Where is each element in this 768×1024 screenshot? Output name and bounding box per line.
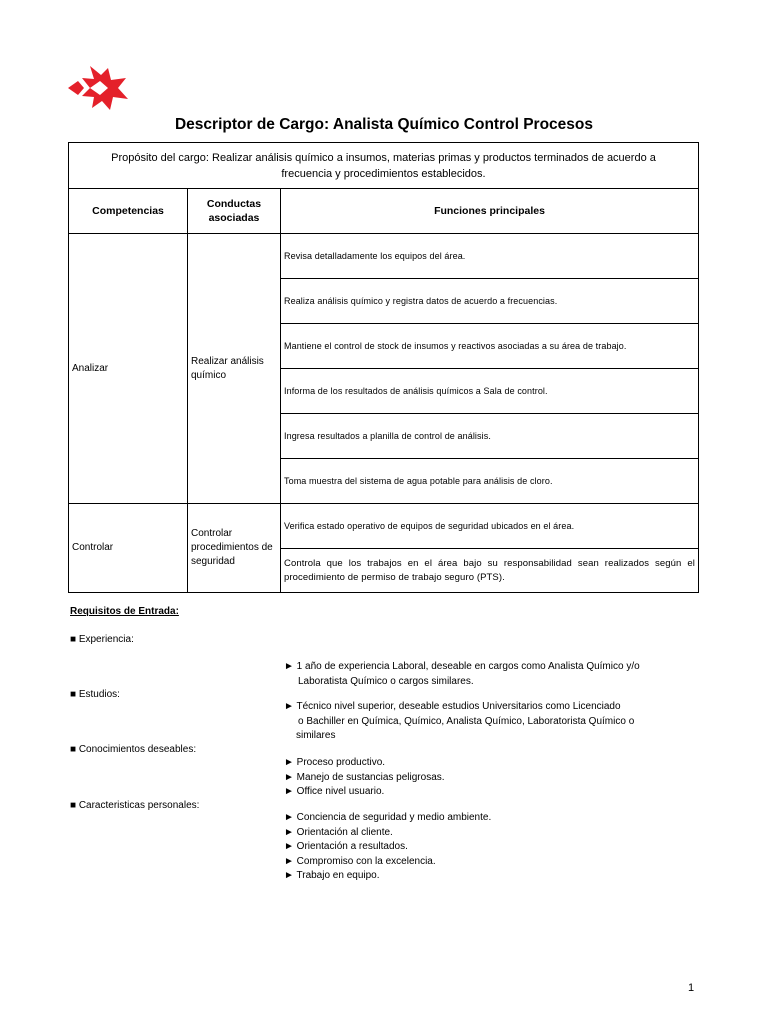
funcion-row: Ingresa resultados a planilla de control de análisis. [281, 414, 699, 459]
list-item: Laboratista Químico o cargos similares. [298, 675, 474, 687]
estudios-label: ■ Estudios: [70, 689, 120, 700]
competencia-controlar: Controlar [69, 504, 188, 593]
experiencia-list [284, 660, 640, 689]
list-item: ► Manejo de sustancias peligrosas. [284, 771, 445, 783]
list-item: ► Trabajo en equipo. [284, 870, 380, 881]
list-item: ► Conciencia de seguridad y medio ambiente. [284, 812, 492, 823]
funcion-row: Revisa detalladamente los equipos del área. [281, 234, 699, 279]
conocimientos-label: ■ Conocimientos deseables: [70, 744, 197, 755]
list-item: ► Office nivel usuario. [284, 786, 385, 797]
funcion-row: Toma muestra del sistema de agua potable para análisis de cloro. [281, 459, 699, 504]
caracteristicas-label: ■ Caracteristicas personales: [70, 800, 200, 811]
job-descriptor-table [68, 142, 699, 593]
estudios-list [284, 700, 634, 744]
list-item: ► Compromiso con la excelencia. [284, 855, 436, 867]
list-item: ► Técnico nivel superior, deseable estudios Universitarios como Licenciado [284, 701, 621, 712]
list-item: ► Orientación a resultados. [284, 841, 408, 852]
document-title: Descriptor de Cargo: Analista Químico Control Procesos [174, 116, 593, 133]
funcion-row: Verifica estado operativo de equipos de seguridad ubicados en el área. [281, 504, 699, 549]
list-item: ► 1 año de experiencia Laboral, deseable en cargos como Analista Químico y/o [284, 661, 640, 672]
list-item: o Bachiller en Química, Químico, Analista Químico, Laboratorista Químico o [298, 715, 635, 727]
header-competencias: Competencias [69, 189, 188, 234]
funcion-row: Realiza análisis químico y registra datos de acuerdo a frecuencias. [281, 279, 699, 324]
conducta-controlar-seguridad: Controlar procedimientos de seguridad [188, 504, 281, 593]
page-number: 1 [688, 982, 695, 994]
list-item: ► Orientación al cliente. [284, 826, 393, 838]
company-logo-icon [68, 66, 132, 110]
requisitos-title: Requisitos de Entrada: [70, 606, 179, 617]
conocimientos-list [284, 756, 445, 800]
funcion-row: Mantiene el control de stock de insumos y reactivos asociadas a su área de trabajo. [281, 324, 699, 369]
list-item: similares [296, 730, 336, 741]
list-item: ► Proceso productivo. [284, 757, 386, 768]
caracteristicas-list [284, 811, 491, 884]
header-funciones: Funciones principales [281, 189, 699, 234]
conducta-realizar-analisis: Realizar análisis químico [188, 234, 281, 504]
experiencia-label: ■ Experiencia: [70, 634, 134, 645]
funcion-row: Controla que los trabajos en el área bajo su responsabilidad sean realizados según el procedimiento de permiso de trabajo seguro (PTS). [281, 549, 699, 593]
funcion-row: Informa de los resultados de análisis químicos a Sala de control. [281, 369, 699, 414]
purpose-cell: Propósito del cargo: Realizar análisis químico a insumos, materias primas y productos terminados de acuerdo a frecuencia y procedimientos establecidos. [69, 143, 699, 189]
competencia-analizar: Analizar [69, 234, 188, 504]
header-conductas: Conductas asociadas [188, 189, 281, 234]
